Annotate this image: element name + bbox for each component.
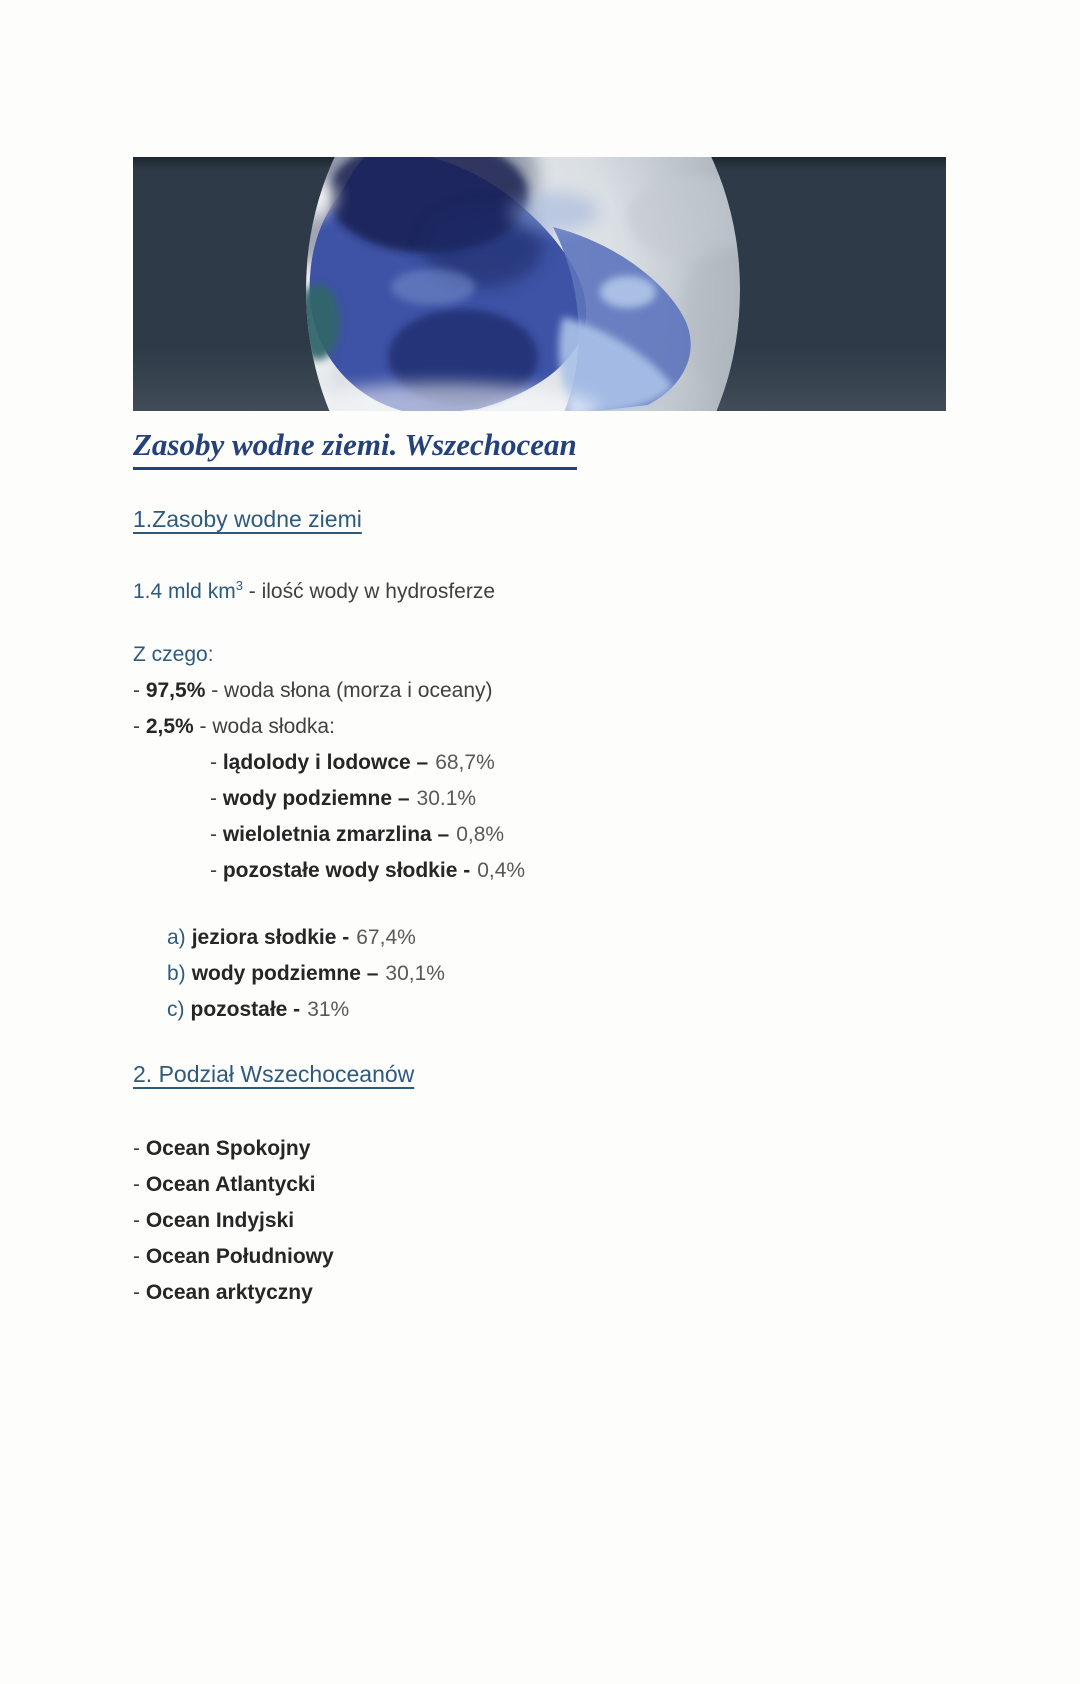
dash: - — [133, 1244, 146, 1268]
item-name: wieloletnia zmarzlina – — [222, 822, 450, 846]
dash: - — [133, 1280, 146, 1304]
hydrosphere-volume-line — [133, 571, 946, 607]
document-page — [0, 157, 1080, 1684]
item-value: 68,7% — [435, 750, 495, 774]
lettered-item — [167, 920, 946, 956]
list-item — [133, 673, 946, 709]
item-letter: c) — [167, 997, 185, 1021]
dash: - — [210, 822, 223, 846]
dash: - — [133, 1136, 146, 1160]
ocean-name: Ocean arktyczny — [145, 1280, 313, 1304]
ocean-name: Ocean Atlantycki — [145, 1172, 316, 1196]
page-title: Zasoby wodne ziemi. Wszechocean — [133, 426, 577, 470]
dash: - — [133, 1208, 146, 1232]
dash: - — [210, 786, 223, 810]
item-value: 67,4% — [356, 925, 416, 949]
ocean-item — [133, 1131, 946, 1167]
sub-list-item — [210, 781, 946, 817]
item-name: pozostałe - — [190, 997, 301, 1021]
section-2-heading: 2. Podział Wszechoceanów — [133, 1060, 415, 1087]
ocean-name: Ocean Spokojny — [145, 1136, 311, 1160]
ocean-item — [133, 1167, 946, 1203]
dash: - — [133, 714, 146, 738]
ocean-item — [133, 1203, 946, 1239]
ocean-item — [133, 1275, 946, 1311]
ocean-name: Ocean Indyjski — [145, 1208, 295, 1232]
ocean-name: Ocean Południowy — [145, 1244, 334, 1268]
sub-list-item — [210, 745, 946, 781]
item-text: - woda słodka: — [193, 714, 335, 738]
dash: - — [133, 1172, 146, 1196]
lettered-item — [167, 992, 946, 1028]
item-name: 2,5% — [145, 714, 194, 738]
item-name: wody podziemne – — [191, 961, 379, 985]
item-name: lądolody i lodowce – — [222, 750, 429, 774]
item-value: 31% — [307, 997, 350, 1021]
oceans-list — [133, 1131, 946, 1311]
ocean-item — [133, 1239, 946, 1275]
list-lead: Z czego: — [133, 642, 214, 666]
item-letter: a) — [167, 925, 186, 949]
item-name: wody podziemne – — [222, 786, 410, 810]
dash: - — [210, 750, 223, 774]
volume-value: 1.4 mld km — [133, 579, 236, 603]
dash: - — [210, 858, 223, 882]
lettered-list — [167, 920, 946, 1028]
item-value: 30.1% — [416, 786, 477, 810]
lettered-item — [167, 956, 946, 992]
item-name: jeziora słodkie - — [191, 925, 350, 949]
item-value: 0,4% — [477, 858, 526, 882]
superscript-3: 3 — [235, 577, 243, 593]
globe-illustration — [133, 157, 946, 411]
dash: - — [133, 678, 146, 702]
volume-description: - ilość wody w hydrosferze — [242, 579, 496, 603]
section-1-heading: 1.Zasoby wodne ziemi — [133, 505, 362, 532]
item-value: 30,1% — [385, 961, 445, 985]
item-name: 97,5% — [145, 678, 206, 702]
hero-globe-image — [133, 157, 946, 411]
list-item — [133, 709, 946, 745]
item-letter: b) — [167, 961, 186, 985]
item-text: - woda słona (morza i oceany) — [205, 678, 493, 702]
water-breakdown-list — [133, 637, 946, 889]
sub-list-item — [210, 853, 946, 889]
page-content — [0, 157, 1080, 1311]
item-value: 0,8% — [456, 822, 505, 846]
item-name: pozostałe wody słodkie - — [222, 858, 471, 882]
sub-list-item — [210, 817, 946, 853]
